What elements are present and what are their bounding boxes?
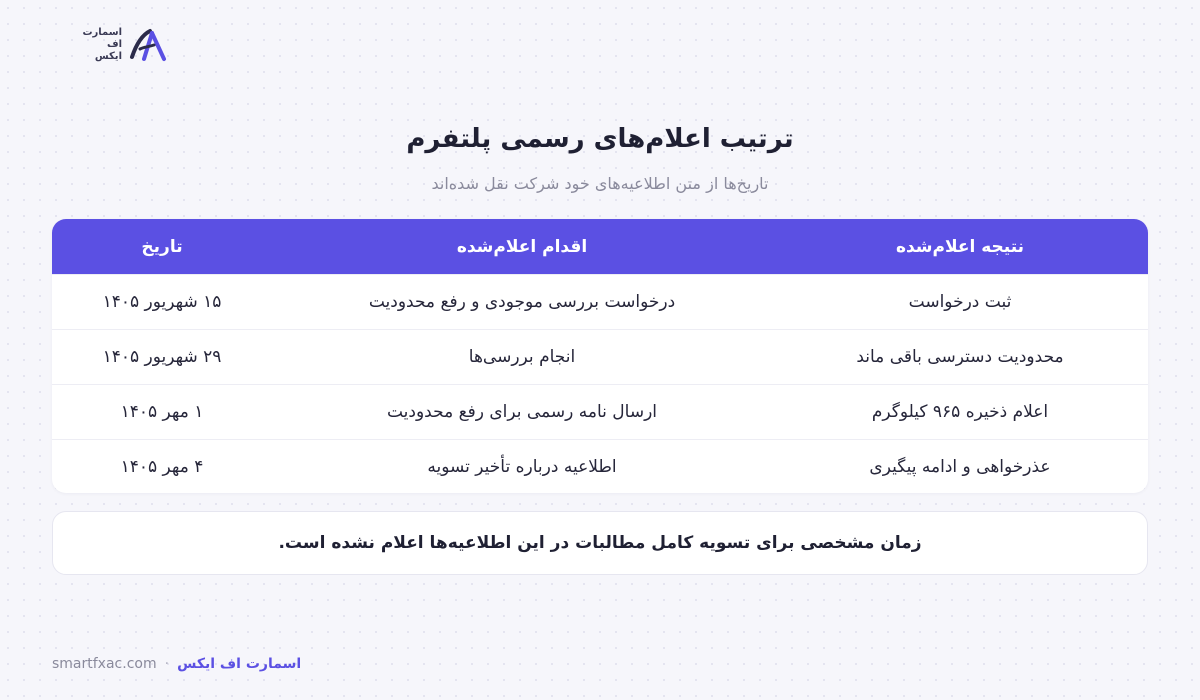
logo-wordmark (82, 27, 122, 63)
date-cell: ۱۵ شهریور ۱۴۰۵ (102, 292, 222, 312)
column-header-date: تاریخ (141, 236, 183, 257)
action-cell: انجام بررسی‌ها (468, 347, 576, 367)
action-cell: درخواست بررسی موجودی و رفع محدودیت (368, 292, 676, 312)
page-title: ترتیب اعلام‌های رسمی پلتفرم (406, 124, 794, 154)
table-row (52, 384, 1148, 439)
date-cell: ۱ مهر ۱۴۰۵ (120, 402, 204, 422)
logo-line: اسمارت (82, 27, 122, 38)
footer-brand: اسمارت اف ایکس (177, 656, 302, 672)
action-cell: اطلاعیه درباره تأخیر تسویه (427, 457, 617, 477)
announcements-table (52, 219, 1148, 493)
column-header-action: اقدام اعلام‌شده (456, 236, 588, 257)
footer-separator: · (164, 656, 170, 672)
page-subtitle: تاریخ‌ها از متن اطلاعیه‌های خود شرکت نقل شده‌اند (431, 174, 769, 193)
logo-mark-icon (126, 23, 170, 67)
action-cell: ارسال نامه رسمی برای رفع محدودیت (386, 402, 658, 422)
result-cell: ثبت درخواست (908, 292, 1012, 312)
date-cell: ۴ مهر ۱۴۰۵ (120, 457, 204, 477)
brand-logo (76, 22, 170, 68)
settlement-note: زمان مشخصی برای تسویه کامل مطالبات در این اطلاعیه‌ها اعلام نشده است. (52, 511, 1148, 575)
table-row (52, 329, 1148, 384)
result-cell: محدودیت دسترسی باقی ماند (856, 347, 1064, 367)
logo-line: ایکس (94, 51, 122, 62)
table-row (52, 274, 1148, 329)
column-header-result: نتیجه اعلام‌شده (895, 236, 1025, 257)
footer (52, 656, 301, 672)
table-header-row (52, 219, 1148, 274)
table-row (52, 439, 1148, 493)
date-cell: ۲۹ شهریور ۱۴۰۵ (102, 347, 222, 367)
result-cell: عذرخواهی و ادامه پیگیری (869, 457, 1051, 477)
footer-url-link[interactable]: smartfxac.com (52, 656, 157, 672)
logo-line: اف (106, 39, 122, 50)
result-cell: اعلام ذخیره ۹۶۵ کیلوگرم (871, 402, 1049, 422)
